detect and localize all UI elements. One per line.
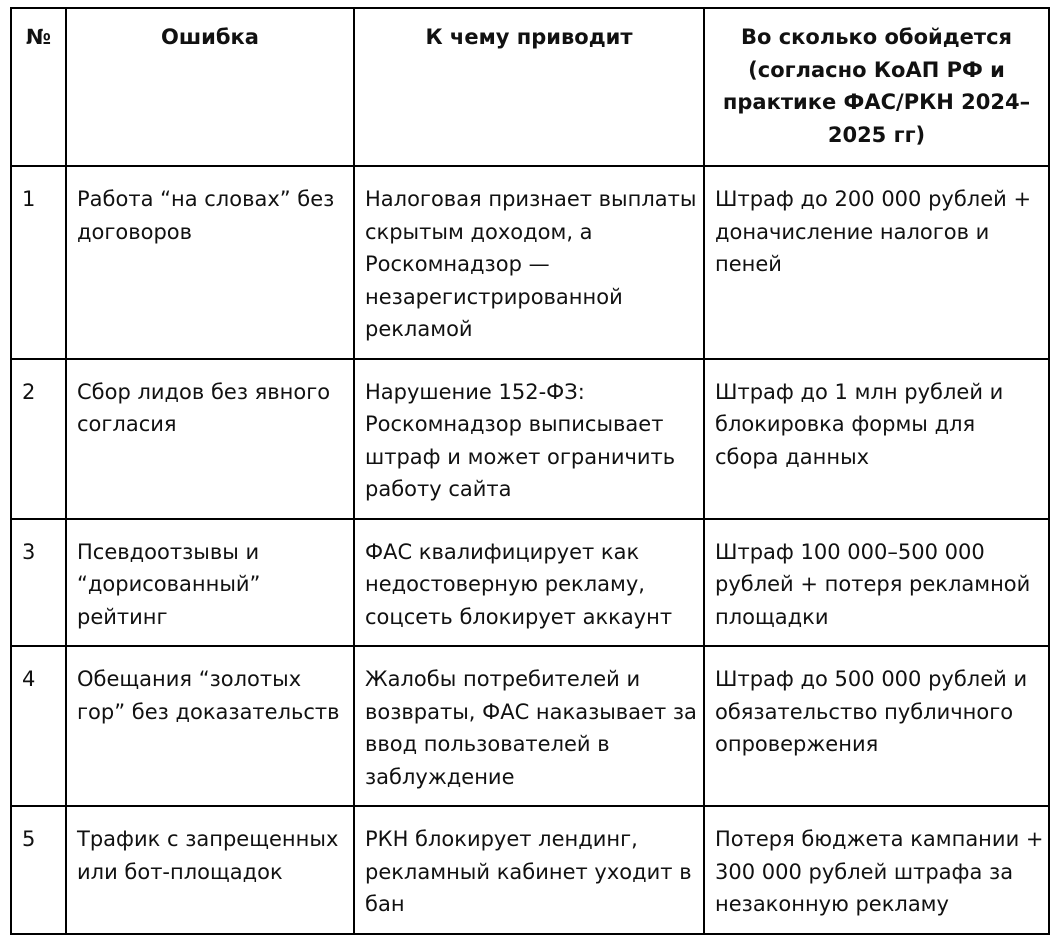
table-row: [11, 519, 1049, 647]
row-error: Псевдоотзывы и “дорисованный” рейтинг: [66, 519, 354, 647]
table-row: [11, 806, 1049, 934]
row-consequence: РКН блокирует лендинг, рекламный кабинет уходит в бан: [354, 806, 704, 934]
row-number: 3: [11, 519, 66, 647]
header-error: Ошибка: [66, 8, 354, 166]
row-error: Обещания “золотых гор” без доказательств: [66, 646, 354, 806]
row-cost: Штраф до 500 000 рублей и обязательство публичного опровержения: [704, 646, 1049, 806]
row-error: Работа “на словах” без договоров: [66, 166, 354, 359]
table-row: [11, 646, 1049, 806]
header-number: №: [11, 8, 66, 166]
row-cost: Потеря бюджета кампании + 300 000 рублей штрафа за незаконную рекламу: [704, 806, 1049, 934]
header-consequence: К чему приводит: [354, 8, 704, 166]
row-error: Трафик с запрещенных или бот-площадок: [66, 806, 354, 934]
table-row: [11, 359, 1049, 519]
row-number: 4: [11, 646, 66, 806]
table-row: [11, 166, 1049, 359]
row-cost: Штраф до 1 млн рублей и блокировка формы для сбора данных: [704, 359, 1049, 519]
row-consequence: Налоговая признает выплаты скрытым доходом, а Роскомнадзор — незарегистрированной рекламой: [354, 166, 704, 359]
row-consequence: ФАС квалифицирует как недостоверную рекламу, соцсеть блокирует аккаунт: [354, 519, 704, 647]
row-consequence: Нарушение 152-ФЗ: Роскомнадзор выписывает штраф и может ограничить работу сайта: [354, 359, 704, 519]
row-error: Сбор лидов без явного согласия: [66, 359, 354, 519]
row-cost: Штраф до 200 000 рублей + доначисление налогов и пеней: [704, 166, 1049, 359]
header-cost: Во сколько обойдется (согласно КоАП РФ и практике ФАС/РКН 2024–2025 гг): [704, 8, 1049, 166]
row-number: 2: [11, 359, 66, 519]
row-consequence: Жалобы потребителей и возвраты, ФАС наказывает за ввод пользователей в заблуждение: [354, 646, 704, 806]
row-cost: Штраф 100 000–500 000 рублей + потеря рекламной площадки: [704, 519, 1049, 647]
fines-table: [10, 7, 1050, 935]
row-number: 5: [11, 806, 66, 934]
table-header-row: [11, 8, 1049, 166]
document-body: [10, 7, 1050, 935]
row-number: 1: [11, 166, 66, 359]
